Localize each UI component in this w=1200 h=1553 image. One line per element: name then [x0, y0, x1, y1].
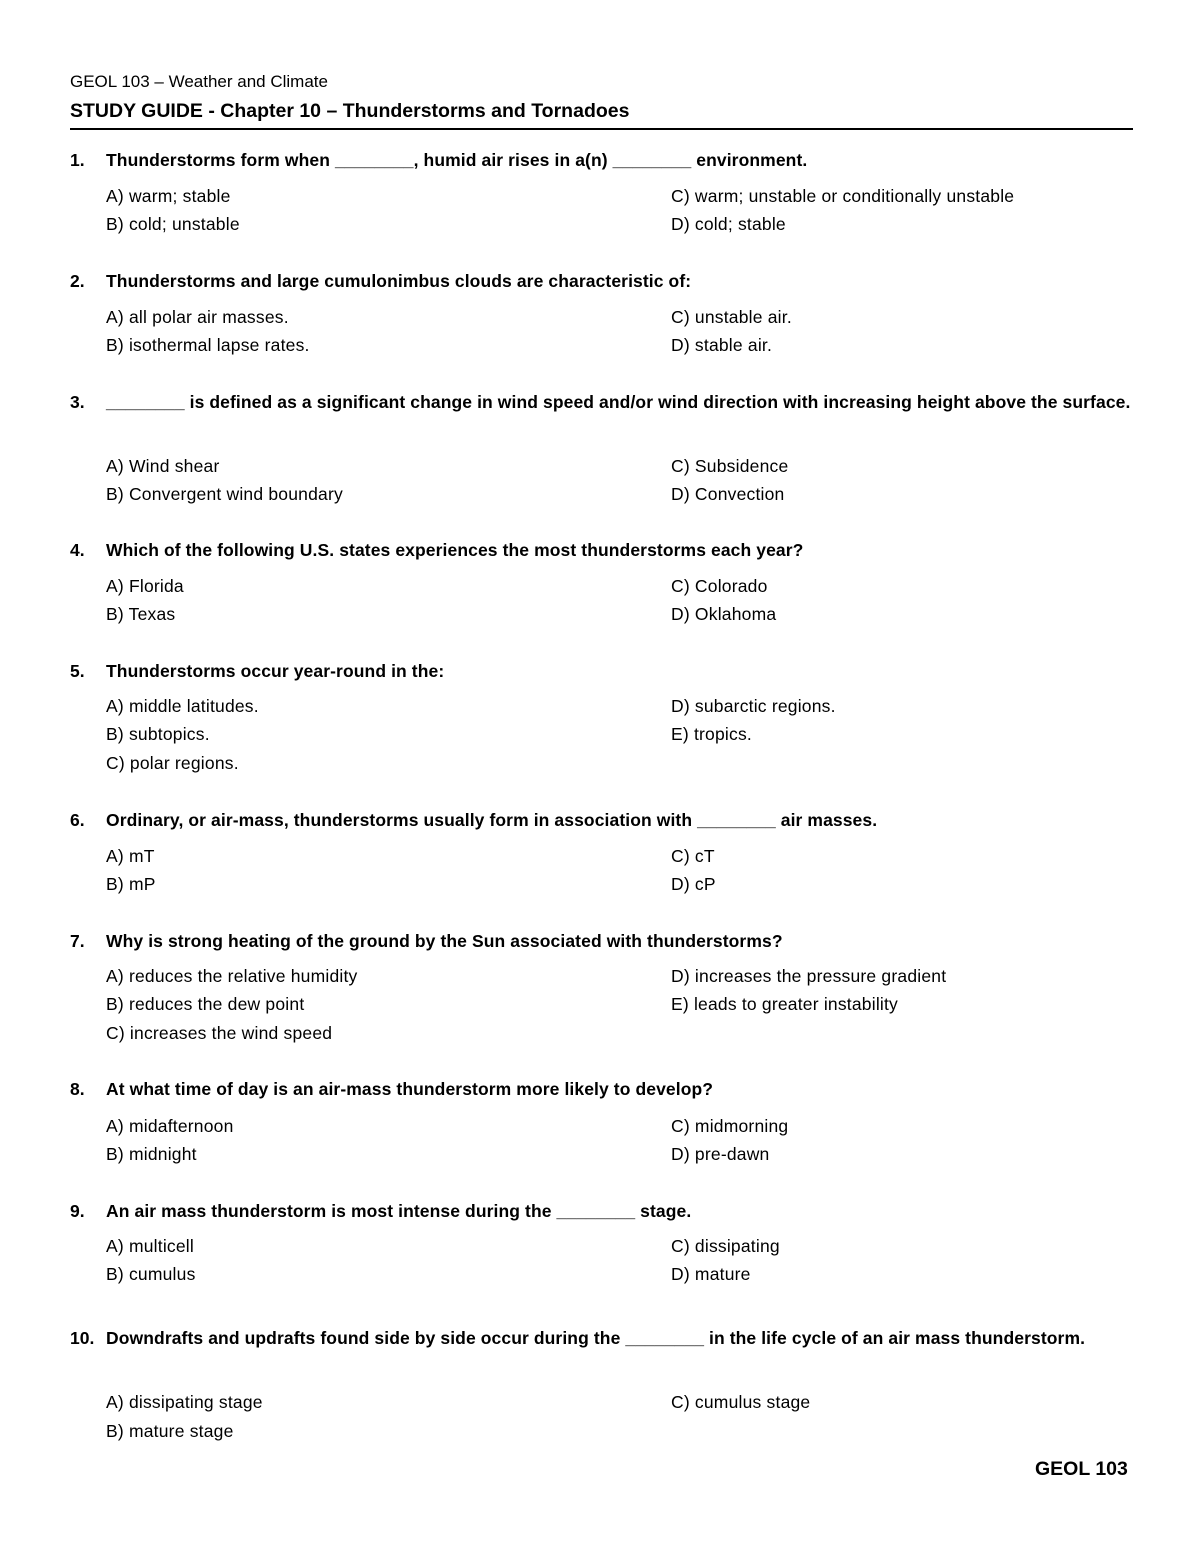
option-d: D) mature	[671, 1264, 751, 1284]
question-text: Ordinary, or air-mass, thunderstorms usually form in association with ________ air masses.	[106, 810, 878, 830]
option-a: A) middle latitudes.	[106, 696, 259, 716]
question-text: ________ is defined as a significant change in wind speed and/or wind direction with increasing height above the surface.	[106, 392, 1131, 412]
option-b: B) Convergent wind boundary	[106, 484, 343, 504]
question-text: Thunderstorms form when ________, humid air rises in a(n) ________ environment.	[106, 150, 808, 170]
option-a: A) Florida	[106, 576, 184, 596]
option-b: B) isothermal lapse rates.	[106, 335, 310, 355]
question-number: 6.	[70, 810, 85, 830]
option-a: A) multicell	[106, 1236, 194, 1256]
option-c: C) cT	[671, 846, 715, 866]
option-a: A) dissipating stage	[106, 1392, 263, 1412]
option-d: D) stable air.	[671, 335, 773, 355]
header-divider	[70, 128, 1133, 130]
question-text: At what time of day is an air-mass thunderstorm more likely to develop?	[106, 1079, 714, 1099]
question-text: Thunderstorms occur year-round in the:	[106, 661, 445, 681]
option-d: D) pre-dawn	[671, 1144, 770, 1164]
option-c: C) Colorado	[671, 576, 768, 596]
option-d: D) Oklahoma	[671, 604, 777, 624]
course-name: GEOL 103 – Weather and Climate	[70, 72, 328, 91]
option-d: D) cP	[671, 874, 716, 894]
option-b: B) midnight	[106, 1144, 197, 1164]
option-a: A) Wind shear	[106, 456, 220, 476]
question-number: 10.	[70, 1328, 95, 1348]
option-a: A) all polar air masses.	[106, 307, 289, 327]
question-number: 4.	[70, 540, 85, 560]
question-text: An air mass thunderstorm is most intense during the ________ stage.	[106, 1201, 692, 1221]
option-b: B) cold; unstable	[106, 214, 240, 234]
option-c: C) dissipating	[671, 1236, 780, 1256]
option-b: B) Texas	[106, 604, 176, 624]
option-c: C) cumulus stage	[671, 1392, 811, 1412]
page-title: STUDY GUIDE - Chapter 10 – Thunderstorms and Tornadoes	[70, 100, 630, 122]
option-a: A) mT	[106, 846, 155, 866]
option-a: A) warm; stable	[106, 186, 231, 206]
option-c: C) increases the wind speed	[106, 1023, 333, 1043]
option-c: C) Subsidence	[671, 456, 789, 476]
question-number: 1.	[70, 150, 85, 170]
question-text: Thunderstorms and large cumulonimbus clouds are characteristic of:	[106, 271, 692, 291]
option-b: B) cumulus	[106, 1264, 196, 1284]
question-number: 9.	[70, 1201, 85, 1221]
question-number: 2.	[70, 271, 85, 291]
option-c: C) warm; unstable or conditionally unstable	[671, 186, 1015, 206]
option-d: D) Convection	[671, 484, 785, 504]
option-a: A) reduces the relative humidity	[106, 966, 358, 986]
question-text: Why is strong heating of the ground by the Sun associated with thunderstorms?	[106, 931, 783, 951]
option-d: D) subarctic regions.	[671, 696, 836, 716]
option-b: B) mature stage	[106, 1421, 234, 1441]
question-number: 3.	[70, 392, 85, 412]
option-b: B) reduces the dew point	[106, 994, 305, 1014]
question-text: Which of the following U.S. states experiences the most thunderstorms each year?	[106, 540, 804, 560]
option-d: D) increases the pressure gradient	[671, 966, 947, 986]
option-b: B) subtopics.	[106, 724, 210, 744]
option-b: B) mP	[106, 874, 156, 894]
option-e: E) tropics.	[671, 724, 752, 744]
question-number: 8.	[70, 1079, 85, 1099]
option-c: C) midmorning	[671, 1116, 789, 1136]
option-a: A) midafternoon	[106, 1116, 234, 1136]
option-e: E) leads to greater instability	[671, 994, 899, 1014]
option-c: C) polar regions.	[106, 753, 239, 773]
footer-course-label: GEOL 103	[1035, 1458, 1128, 1480]
question-number: 7.	[70, 931, 85, 951]
option-c: C) unstable air.	[671, 307, 792, 327]
question-text: Downdrafts and updrafts found side by side occur during the ________ in the life cycle of an air mass thunderstorm.	[106, 1328, 1086, 1348]
question-number: 5.	[70, 661, 85, 681]
option-d: D) cold; stable	[671, 214, 786, 234]
